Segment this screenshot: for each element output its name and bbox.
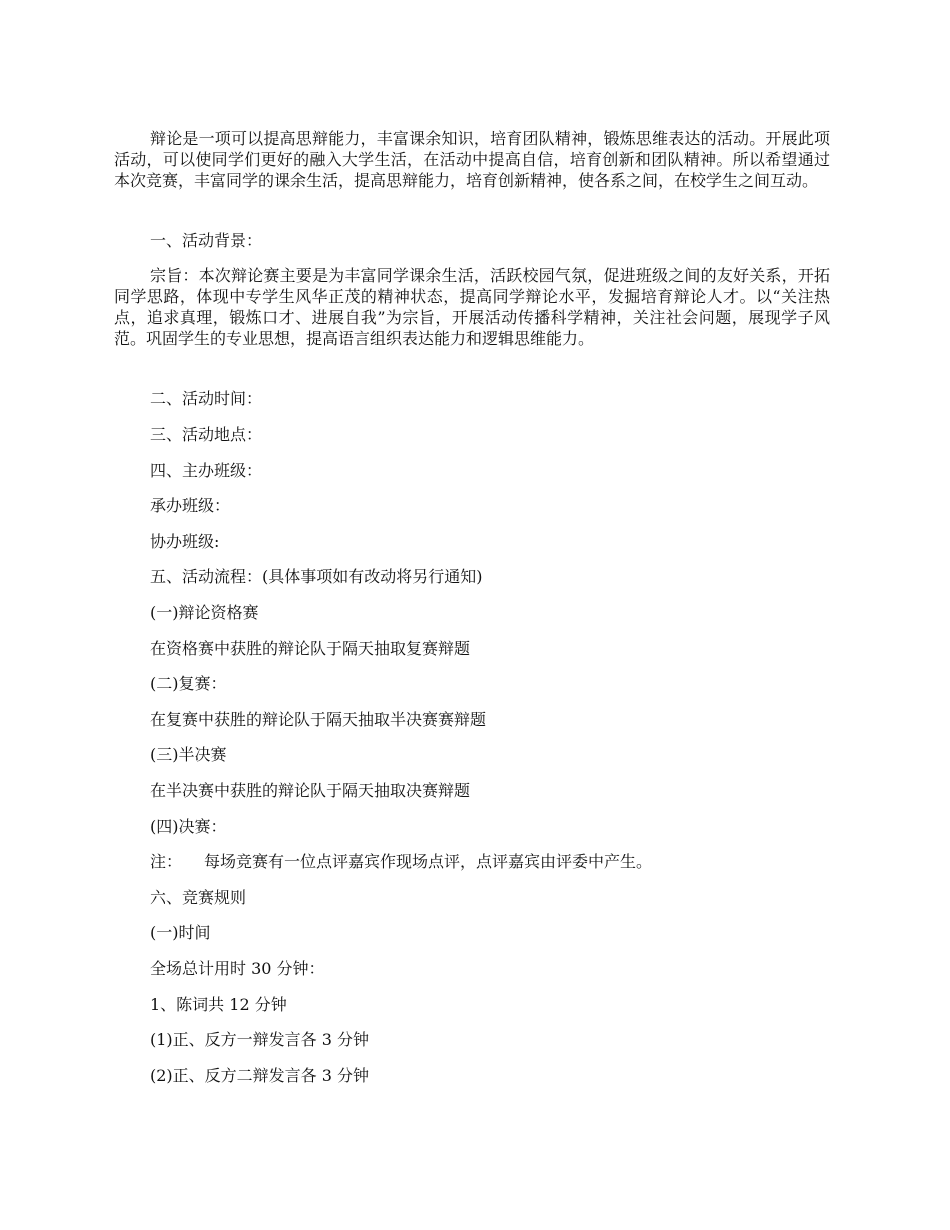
round3-heading: (三)半决赛 bbox=[150, 745, 227, 764]
round1-heading: (一)辩论资格赛 bbox=[150, 603, 259, 622]
round3-note: 在半决赛中获胜的辩论队于隔天抽取决赛辩题 bbox=[150, 781, 471, 800]
round1-note: 在资格赛中获胜的辩论队于隔天抽取复赛辩题 bbox=[150, 639, 471, 658]
place-heading: 三、活动地点： bbox=[150, 425, 263, 444]
organizer-line: 承办班级： bbox=[150, 496, 231, 515]
round2-heading: (二)复赛： bbox=[150, 674, 227, 693]
purpose-paragraph: 宗旨：本次辩论赛主要是为丰富同学课余生活，活跃校园气氛，促进班级之间的友好关系，开拓同学思路，体现中专学生风华正茂的精神状态，提高同学辩论水平，发掘培育辩论人才。以“关注热点，追求真理，锻炼口才、进展自我”为宗旨，开展活动传播科学精神，关注社会问题，展现学子风范。巩固学生的专业思想，提高语言组织表达能力和逻辑思维能力。 bbox=[114, 266, 830, 348]
co-organizer-line: 协办班级: bbox=[150, 532, 220, 551]
rules-heading: 六、竞赛规则 bbox=[150, 888, 247, 907]
round2-note: 在复赛中获胜的辩论队于隔天抽取半决赛赛辩题 bbox=[150, 710, 487, 729]
note-label: 注： bbox=[150, 852, 183, 871]
total-time-line: 全场总计用时 30 分钟： bbox=[150, 959, 325, 978]
opening-item-2: (2)正、反方二辩发言各 3 分钟 bbox=[150, 1066, 370, 1085]
opening-line: 1、陈词共 12 分钟 bbox=[150, 995, 287, 1014]
background-heading: 一、活动背景： bbox=[150, 231, 263, 250]
flow-heading: 五、活动流程：(具体事项如有改动将另行通知) bbox=[150, 567, 483, 586]
time-subheading: (一)时间 bbox=[150, 923, 211, 942]
intro-paragraph: 辩论是一项可以提高思辩能力，丰富课余知识，培育团队精神，锻炼思维表达的活动。开展此项活动，可以使同学们更好的融入大学生活，在活动中提高自信，培育创新和团队精神。所以希望通过本次竞赛，丰富同学的课余生活，提高思辩能力，培育创新精神，使各系之间，在校学生之间互动。 bbox=[114, 129, 830, 190]
host-heading: 四、主办班级： bbox=[150, 461, 263, 480]
note-text: 每场竞赛有一位点评嘉宾作现场点评，点评嘉宾由评委中产生。 bbox=[204, 852, 653, 871]
time-heading: 二、活动时间： bbox=[150, 389, 263, 408]
note-line bbox=[150, 851, 652, 872]
round4-heading: (四)决赛： bbox=[150, 817, 227, 836]
opening-item-1: (1)正、反方一辩发言各 3 分钟 bbox=[150, 1030, 370, 1049]
